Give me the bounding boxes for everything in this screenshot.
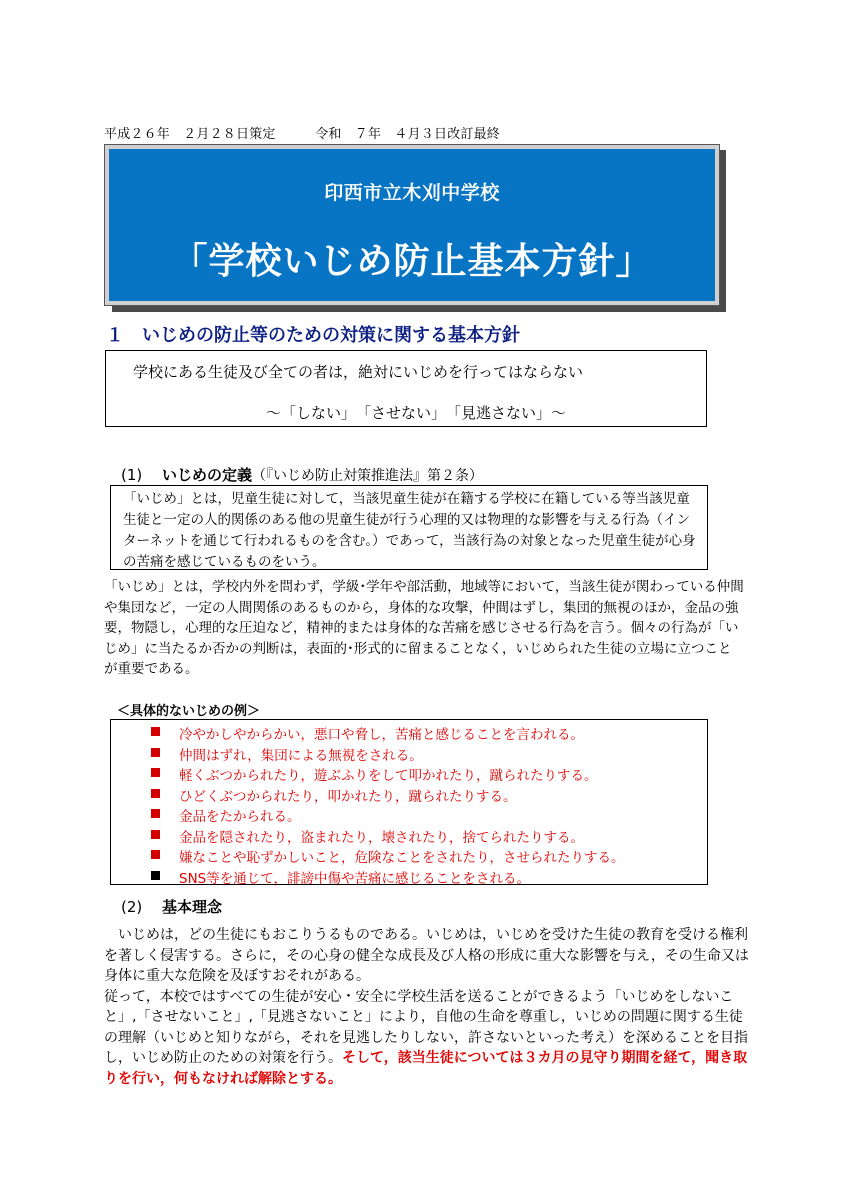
examples-box: 冷やかしやからかい，悪口や脅し，苦痛と感じることを言われる。 仲間はずれ，集団による無視をされる。 軽くぶつかられたり，遊ぶふりをして叩かれたり，蹴られたりする。 ひどくぶつかられたり，叩かれたり，蹴られたりする。 金品をたかられる。 金品を隠されたり，盗まれたり，壊されたり，捨てられたりする。 嫌なことや恥ずかしいこと，危険なことをされたり，させられたりする。 SNS等を通じて，誹謗中傷や苦痛に感じることをされる。 <box>110 719 708 885</box>
section1-heading: １ いじめの防止等のための対策に関する基本方針 <box>106 325 520 346</box>
principle-emphasis: そして，該当生徒については３カ月の見守り期間を経て，聞き取りを行い，何もなければ解除とする。 <box>104 1050 748 1087</box>
square-bullet-icon <box>151 727 160 736</box>
principle-title: 基本理念 <box>162 898 223 916</box>
principle-body <box>104 925 750 1089</box>
principle-paragraph-2-text: 従って，本校ではすべての生徒が安心・安全に学校生活を送ることができるよう「いじめをしないこと」,「させないこと」,「見逃さないこと」により，自他の生命を尊重し，いじめの問題に関する生徒の理解（いじめと知りながら，それを見逃したりしない，許さないといった考え）を深めることを目指し，いじめ防止のための対策を行う。 <box>104 988 748 1066</box>
square-bullet-icon <box>151 830 160 839</box>
policy-slogan: ～「しない」 「させない」 「見逃さない」～ <box>265 404 566 422</box>
document-title: 「学校いじめ防止基本方針」 <box>171 241 653 282</box>
definition-label: (1) <box>121 466 143 484</box>
policy-statement: 学校にある生徒及び全ての者は，絶対にいじめを行ってはならない <box>133 363 584 381</box>
square-bullet-icon <box>151 871 160 880</box>
policy-dates: 平成２６年 ２月２８日策定 令和 ７年 ４月３日改訂最終 <box>104 127 501 142</box>
square-bullet-icon <box>151 789 160 798</box>
principle-paragraph-2 <box>104 987 750 1090</box>
school-name: 印西市立木刈中学校 <box>324 182 500 204</box>
definition-heading <box>121 464 483 485</box>
principle-paragraph-1: いじめは，どの生徒にもおこりうるものである。いじめは，いじめを受けた生徒の教育を受ける権利を著しく侵害する。さらに，その心身の健全な成長及び人格の形成に重大な影響を与え，その生命又は身体に重大な危険を及ぼすおそれがある。 <box>104 927 749 984</box>
policy-statement-box <box>105 350 707 427</box>
principle-label: (2) <box>121 898 143 916</box>
square-bullet-icon <box>151 768 160 777</box>
title-banner <box>109 149 715 301</box>
examples-heading: ＜具体的ないじめの例＞ <box>117 704 261 719</box>
definition-title: いじめの定義 <box>162 466 253 484</box>
definition-citation: （『いじめ防止対策推進法』第２条） <box>252 468 484 484</box>
legal-definition-box: 「いじめ」とは，児童生徒に対して，当該児童生徒が在籍する学校に在籍している等当該児童生徒と一定の人的関係のある他の児童生徒が行う心理的又は物理的な影響を与える行為（インターネットを通じて行われるものを含む。）であって，当該行為の対象となった児童生徒が心身の苦痛を感じているものをいう。 <box>110 485 708 570</box>
principle-heading <box>121 896 222 917</box>
square-bullet-icon <box>151 809 160 818</box>
definition-paragraph: 「いじめ」とは，学校内外を問わず，学級･学年や部活動，地域等において，当該生徒が関わっている仲間や集団など，一定の人間関係のあるものから，身体的な攻撃，仲間はずし，集団的無視のほか，金品の強要，物隠し，心理的な圧迫など，精神的または身体的な苦痛を感じさせる行為を言う。個々の行為が「いじめ」に当たるか否かの判断は，表面的･形式的に留まることなく，いじめられた生徒の立場に立つことが重要である。 <box>104 579 744 677</box>
square-bullet-icon <box>151 748 160 757</box>
square-bullet-icon <box>151 850 160 859</box>
